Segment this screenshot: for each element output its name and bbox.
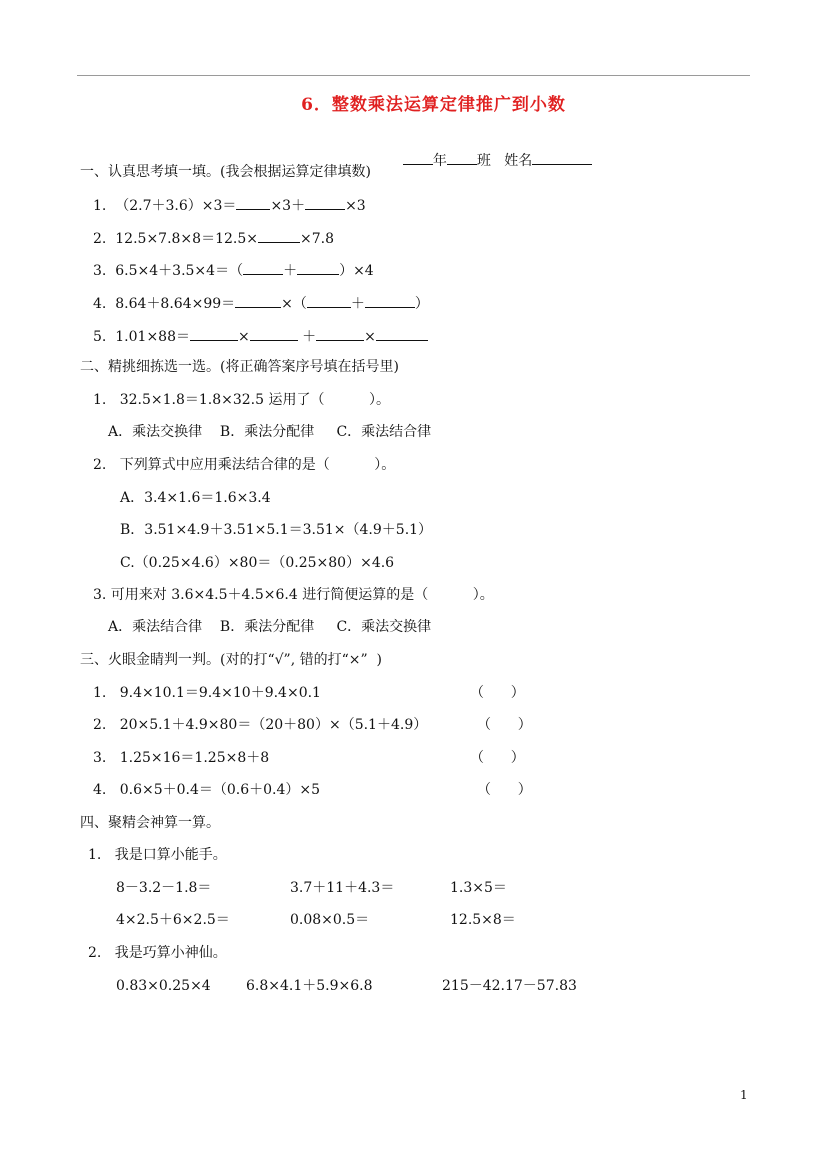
s2-question-1: 1. 32.5×1.8＝1.8×32.5 运用了（ ）。 xyxy=(93,392,390,408)
answer-bracket[interactable]: （ ） xyxy=(470,685,525,701)
calc-expression: 8－3.2－1.8＝ xyxy=(116,880,212,896)
header-rule xyxy=(77,75,750,76)
page-title: 6．整数乘法运算定律推广到小数 xyxy=(301,95,566,115)
answer-bracket[interactable]: （ ） xyxy=(477,717,532,733)
s3-item-4: 4. 0.6×5＋0.4＝（0.6＋0.4）×5 xyxy=(93,782,321,798)
calc-expression: 6.8×4.1＋5.9×6.8 xyxy=(246,978,373,994)
fill-blank[interactable] xyxy=(250,326,298,341)
s3-item-1: 1. 9.4×10.1＝9.4×10＋9.4×0.1 xyxy=(93,685,321,701)
calc-expression: 0.83×0.25×4 xyxy=(116,978,211,994)
fill-blank[interactable] xyxy=(236,195,270,210)
s2-q2-option-a: A．3.4×1.6＝1.6×3.4 xyxy=(120,490,271,506)
s4-sub-2: 2. 我是巧算小神仙。 xyxy=(88,945,227,961)
fill-blank[interactable] xyxy=(365,293,415,308)
section1-heading: 一、认真思考填一填。(我会根据运算定律填数) xyxy=(80,164,371,180)
s3-item-2: 2. 20×5.1＋4.9×80＝（20＋80）×（5.1＋4.9） xyxy=(93,717,428,733)
fill-blank[interactable] xyxy=(376,326,428,341)
s4-sub-1: 1. 我是口算小能手。 xyxy=(88,847,227,863)
s1-item-1: 1. （2.7＋3.6）×3＝ ×3＋ ×3 xyxy=(93,195,366,216)
s2-question-2: 2. 下列算式中应用乘法结合律的是（ ）。 xyxy=(93,457,396,473)
fill-blank[interactable] xyxy=(235,293,281,308)
calc-expression: 215－42.17－57.83 xyxy=(442,978,577,994)
fill-blank[interactable] xyxy=(258,228,300,243)
calc-expression: 4×2.5＋6×2.5＝ xyxy=(116,912,230,928)
s1-item-2: 2. 12.5×7.8×8＝12.5× ×7.8 xyxy=(93,228,334,249)
answer-bracket[interactable]: （ ） xyxy=(470,750,525,766)
fill-blank[interactable] xyxy=(307,293,351,308)
calc-expression: 3.7＋11＋4.3＝ xyxy=(290,880,395,896)
s2-q3-options: A．乘法结合律 B．乘法分配律 C．乘法交换律 xyxy=(108,619,432,635)
calc-expression: 0.08×0.5＝ xyxy=(290,912,370,928)
section4-heading: 四、聚精会神算一算。 xyxy=(80,815,220,831)
s2-question-3: 3. 可用来对 3.6×4.5＋4.5×6.4 进行简便运算的是（ ）。 xyxy=(93,587,494,603)
section2-heading: 二、精挑细拣选一选。(将正确答案序号填在括号里) xyxy=(80,359,399,375)
s1-item-4: 4. 8.64＋8.64×99＝ ×（ ＋ ） xyxy=(93,293,429,314)
answer-bracket[interactable]: （ ） xyxy=(477,782,532,798)
student-info-line: 年 班 姓名 xyxy=(394,130,592,171)
s2-q1-options: A．乘法交换律 B．乘法分配律 C．乘法结合律 xyxy=(108,424,432,440)
s1-item-3: 3. 6.5×4＋3.5×4＝（ ＋ ）×4 xyxy=(93,260,374,281)
calc-expression: 1.3×5＝ xyxy=(450,880,507,896)
s3-item-3: 3. 1.25×16＝1.25×8＋8 xyxy=(93,750,270,766)
page-number: 1 xyxy=(740,1088,748,1102)
calc-expression: 12.5×8＝ xyxy=(450,912,516,928)
section3-heading: 三、火眼金睛判一判。(对的打“√”, 错的打“×” ) xyxy=(80,652,383,668)
fill-blank[interactable] xyxy=(316,326,364,341)
s2-q2-option-c: C.（0.25×4.6）×80＝（0.25×80）×4.6 xyxy=(120,555,395,571)
fill-blank[interactable] xyxy=(190,326,238,341)
fill-blank[interactable] xyxy=(243,260,283,275)
fill-blank[interactable] xyxy=(297,260,339,275)
s1-item-5: 5. 1.01×88＝ × ＋ × xyxy=(93,326,428,347)
s2-q2-option-b: B．3.51×4.9＋3.51×5.1＝3.51×（4.9＋5.1） xyxy=(120,522,433,538)
fill-blank[interactable] xyxy=(305,195,345,210)
